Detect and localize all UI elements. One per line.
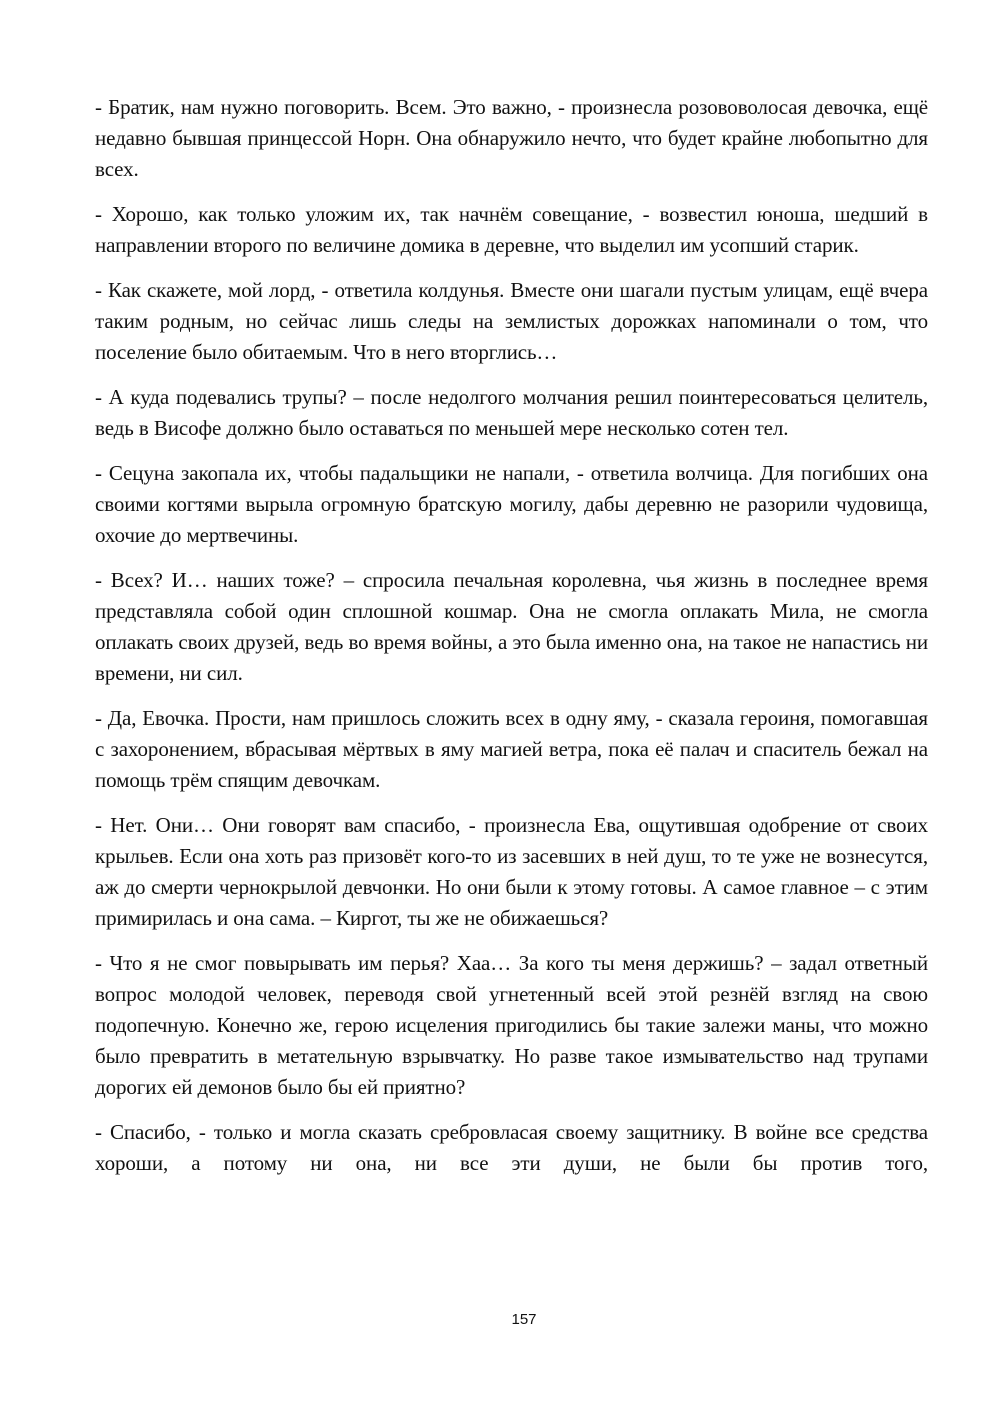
paragraph: - Всех? И… наших тоже? – спросила печальная королевна, чья жизнь в последнее время представляла собой один сплошной кошмар. Она не смогла оплакать Мила, не смогла оплакать своих друзей, ведь во время войны, а это была именно она, на такое не напастись ни времени, ни сил.	[95, 568, 928, 685]
paragraph: - Да, Евочка. Прости, нам пришлось сложить всех в одну яму, - сказала героиня, помогавшая с захоронением, вбрасывая мёртвых в яму магией ветра, пока её палач и спаситель бежал на помощь трём спящим девочкам.	[95, 706, 928, 792]
page-body	[95, 92, 928, 1193]
paragraph: - Хорошо, как только уложим их, так начнём совещание, - возвестил юноша, шедший в направлении второго по величине домика в деревне, что выделил им усопший старик.	[95, 202, 928, 257]
paragraph: - Что я не смог повырывать им перья? Хаа… За кого ты меня держишь? – задал ответный вопрос молодой человек, переводя свой угнетенный всей этой резнёй взгляд на свою подопечную. Конечно же, герою исцеления пригодились бы такие залежи маны, что можно было превратить в метательную взрывчатку. Но разве такое измывательство над трупами дорогих ей демонов было бы ей приятно?	[95, 951, 928, 1099]
paragraph: - Как скажете, мой лорд, - ответила колдунья. Вместе они шагали пустым улицам, ещё вчера таким родным, но сейчас лишь следы на землистых дорожках напоминали о том, что поселение было обитаемым. Что в него вторглись…	[95, 278, 928, 364]
paragraph: - Спасибо, - только и могла сказать сребровласая своему защитнику. В войне все средства хороши, а потому ни она, ни все эти души, не были бы против того,	[95, 1120, 928, 1175]
paragraph: - Нет. Они… Они говорят вам спасибо, - произнесла Ева, ощутившая одобрение от своих крыльев. Если она хоть раз призовёт кого-то из засевших в ней душ, то те уже не вознесутся, аж до смерти чернокрылой девчонки. Но они были к этому готовы. А самое главное – с этим примирилась и она сама. – Киргот, ты же не обижаешься?	[95, 813, 928, 930]
paragraph: - Сецуна закопала их, чтобы падальщики не напали, - ответила волчица. Для погибших она своими когтями вырыла огромную братскую могилу, дабы деревню не разорили чудовища, охочие до мертвечины.	[95, 461, 928, 547]
page-number: 157	[511, 1311, 537, 1328]
paragraph: - Братик, нам нужно поговорить. Всем. Это важно, - произнесла розововолосая девочка, ещё недавно бывшая принцессой Норн. Она обнаружило нечто, что будет крайне любопытно для всех.	[95, 95, 928, 181]
paragraph: - А куда подевались трупы? – после недолгого молчания решил поинтересоваться целитель, ведь в Висофе должно было оставаться по меньшей мере несколько сотен тел.	[95, 385, 928, 440]
